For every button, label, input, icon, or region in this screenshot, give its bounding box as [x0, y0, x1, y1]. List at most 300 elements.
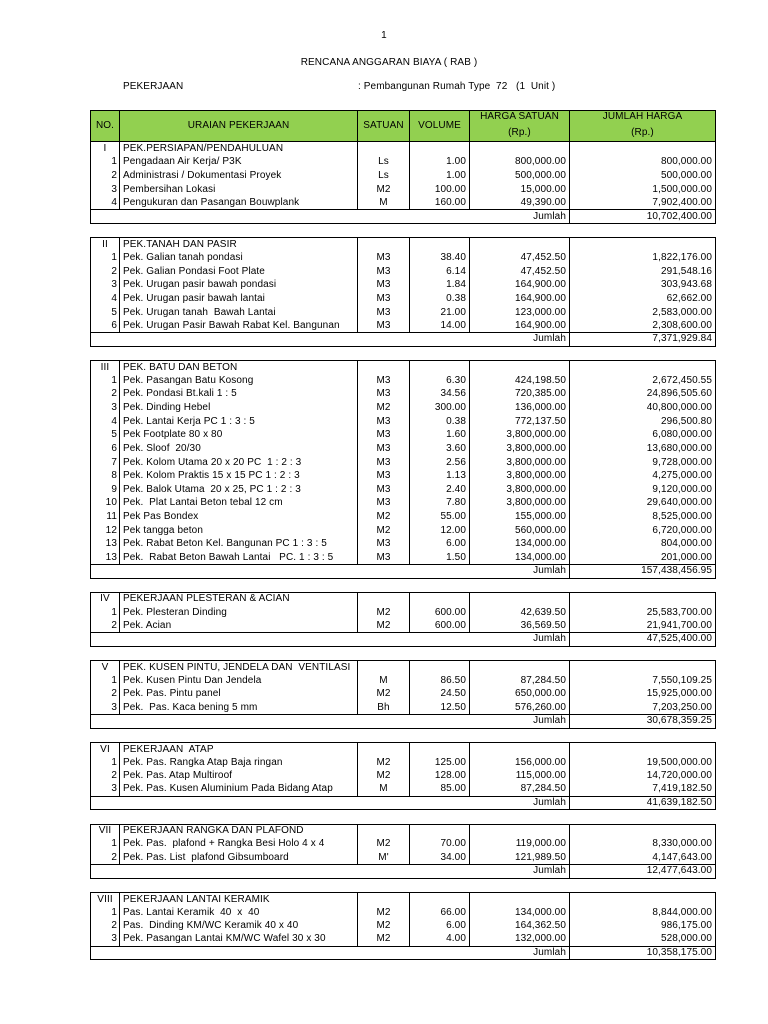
empty-cell — [470, 743, 570, 756]
item-description: Pek tangga beton — [120, 524, 358, 538]
empty-cell — [570, 825, 716, 838]
item-number: 1 — [91, 156, 120, 170]
item-total-price: 2,672,450.55 — [570, 374, 716, 388]
item-volume: 1.60 — [410, 428, 470, 442]
item-row — [90, 619, 716, 633]
subtotal-value: 30,678,359.25 — [570, 715, 716, 728]
project-value: : Pembangunan Rumah Type 72 (1 Unit ) — [358, 81, 556, 92]
project-label: PEKERJAAN — [123, 81, 184, 92]
section-number: VIII — [91, 893, 120, 906]
item-row — [90, 606, 716, 620]
item-description: Pek. Lantai Kerja PC 1 : 3 : 5 — [120, 415, 358, 429]
item-volume: 3.60 — [410, 442, 470, 456]
empty-cell — [410, 142, 470, 156]
item-unit: M2 — [358, 606, 410, 620]
item-number: 11 — [91, 510, 120, 524]
item-row — [90, 415, 716, 429]
item-unit: M3 — [358, 278, 410, 292]
section-title: PEKERJAAN RANGKA DAN PLAFOND — [120, 825, 358, 838]
empty-cell — [358, 142, 410, 156]
section-header-row — [90, 660, 716, 674]
empty-cell — [470, 593, 570, 606]
item-row — [90, 906, 716, 920]
item-row — [90, 497, 716, 511]
item-volume: 70.00 — [410, 838, 470, 852]
section-title: PEKERJAAN PLESTERAN & ACIAN — [120, 593, 358, 606]
item-total-price: 291,548.16 — [570, 265, 716, 279]
item-total-price: 500,000.00 — [570, 169, 716, 183]
item-total-price: 6,080,000.00 — [570, 428, 716, 442]
item-row — [90, 442, 716, 456]
item-description: Pek. Urugan tanah Bawah Lantai — [120, 306, 358, 320]
item-volume: 14.00 — [410, 319, 470, 332]
item-description: Pengukuran dan Pasangan Bouwplank — [120, 197, 358, 210]
item-number: 2 — [91, 619, 120, 632]
column-header-unit — [358, 111, 410, 141]
item-volume: 7.80 — [410, 497, 470, 511]
item-description: Pek. Pasangan Lantai KM/WC Wafel 30 x 30 — [120, 933, 358, 946]
item-unit-price: 36,569.50 — [470, 619, 570, 632]
item-unit: M3 — [358, 483, 410, 497]
item-unit: M2 — [358, 933, 410, 946]
page-number: 1 — [381, 30, 387, 41]
item-row — [90, 469, 716, 483]
item-total-price: 19,500,000.00 — [570, 756, 716, 770]
item-description: Pek Footplate 80 x 80 — [120, 428, 358, 442]
item-unit: M2 — [358, 838, 410, 852]
item-number: 6 — [91, 442, 120, 456]
item-description: Pek. Pas. Kusen Aluminium Pada Bidang Atap — [120, 783, 358, 796]
empty-cell — [470, 825, 570, 838]
item-unit: M2 — [358, 688, 410, 702]
item-unit: M2 — [358, 524, 410, 538]
item-description: Pek. Kusen Pintu Dan Jendela — [120, 674, 358, 688]
item-volume: 1.00 — [410, 169, 470, 183]
item-volume: 21.00 — [410, 306, 470, 320]
item-unit: M3 — [358, 265, 410, 279]
item-unit: M3 — [358, 306, 410, 320]
section-block — [90, 360, 716, 578]
item-total-price: 303,943.68 — [570, 278, 716, 292]
item-total-price: 7,902,400.00 — [570, 197, 716, 210]
item-unit: M — [358, 674, 410, 688]
item-unit-price: 650,000.00 — [470, 688, 570, 702]
item-unit-price: 121,989.50 — [470, 851, 570, 864]
section-block — [90, 237, 716, 346]
item-volume: 1.84 — [410, 278, 470, 292]
item-description: Pek. Urugan pasir bawah lantai — [120, 292, 358, 306]
table-body — [90, 142, 716, 960]
item-number: 13 — [91, 551, 120, 564]
item-row — [90, 483, 716, 497]
item-row — [90, 920, 716, 934]
empty-cell — [570, 661, 716, 674]
item-row — [90, 769, 716, 783]
subtotal-label: Jumlah — [91, 715, 570, 728]
section-number: IV — [91, 593, 120, 606]
item-row — [90, 251, 716, 265]
empty-cell — [410, 893, 470, 906]
item-total-price: 2,583,000.00 — [570, 306, 716, 320]
item-unit: Bh — [358, 701, 410, 714]
item-unit-price: 560,000.00 — [470, 524, 570, 538]
item-unit: M — [358, 783, 410, 796]
subtotal-value: 10,702,400.00 — [570, 210, 716, 223]
item-description: Pek. Urugan pasir bawah pondasi — [120, 278, 358, 292]
section-title: PEK.TANAH DAN PASIR — [120, 238, 358, 251]
item-total-price: 7,203,250.00 — [570, 701, 716, 714]
item-volume: 128.00 — [410, 769, 470, 783]
item-row — [90, 933, 716, 947]
item-unit-price: 500,000.00 — [470, 169, 570, 183]
section-title: PEKERJAAN LANTAI KERAMIK — [120, 893, 358, 906]
column-header-volume — [410, 111, 470, 141]
item-description: Pek. Pondasi Bt.kali 1 : 5 — [120, 388, 358, 402]
column-header-total-price — [570, 111, 716, 141]
empty-cell — [570, 142, 716, 156]
subtotal-value: 157,438,456.95 — [570, 565, 716, 578]
empty-cell — [410, 661, 470, 674]
item-number: 7 — [91, 456, 120, 470]
item-unit: Ls — [358, 169, 410, 183]
item-unit-price: 87,284.50 — [470, 674, 570, 688]
item-total-price: 4,147,643.00 — [570, 851, 716, 864]
section-number: V — [91, 661, 120, 674]
column-header-unit-price-label: HARGA SATUAN — [480, 111, 559, 122]
item-row — [90, 401, 716, 415]
empty-cell — [570, 743, 716, 756]
item-volume: 2.56 — [410, 456, 470, 470]
item-volume: 85.00 — [410, 783, 470, 796]
item-total-price: 2,308,600.00 — [570, 319, 716, 332]
section-header-row — [90, 237, 716, 251]
item-unit: M3 — [358, 538, 410, 552]
subtotal-row — [90, 210, 716, 224]
item-number: 3 — [91, 933, 120, 946]
item-unit: M2 — [358, 769, 410, 783]
subtotal-row — [90, 633, 716, 647]
item-total-price: 6,720,000.00 — [570, 524, 716, 538]
column-header-unit-price — [470, 111, 570, 141]
item-total-price: 15,925,000.00 — [570, 688, 716, 702]
item-row — [90, 197, 716, 211]
item-volume: 300.00 — [410, 401, 470, 415]
item-volume: 600.00 — [410, 619, 470, 632]
column-header-description — [120, 111, 358, 141]
empty-cell — [358, 661, 410, 674]
item-unit-price: 576,260.00 — [470, 701, 570, 714]
item-number: 1 — [91, 838, 120, 852]
subtotal-row — [90, 333, 716, 347]
item-description: Pek. Pas. plafond + Rangka Besi Holo 4 x 4 — [120, 838, 358, 852]
item-number: 1 — [91, 906, 120, 920]
item-description: Pembersihan Lokasi — [120, 183, 358, 197]
item-unit-price: 772,137.50 — [470, 415, 570, 429]
item-description: Pek. Pasangan Batu Kosong — [120, 374, 358, 388]
item-number: 3 — [91, 183, 120, 197]
item-unit-price: 136,000.00 — [470, 401, 570, 415]
item-unit: M2 — [358, 920, 410, 934]
item-row — [90, 851, 716, 865]
item-unit: M2 — [358, 619, 410, 632]
item-description: Pek. Plat Lantai Beton tebal 12 cm — [120, 497, 358, 511]
item-row — [90, 551, 716, 565]
item-unit-price: 134,000.00 — [470, 538, 570, 552]
item-description: Pek. Pas. List plafond Gibsumboard — [120, 851, 358, 864]
item-unit-price: 164,900.00 — [470, 292, 570, 306]
item-row — [90, 292, 716, 306]
item-description: Pek. Pas. Atap Multiroof — [120, 769, 358, 783]
subtotal-value: 10,358,175.00 — [570, 947, 716, 960]
empty-cell — [358, 825, 410, 838]
item-volume: 24.50 — [410, 688, 470, 702]
item-row — [90, 319, 716, 333]
item-unit-price: 123,000.00 — [470, 306, 570, 320]
empty-cell — [358, 743, 410, 756]
item-unit: M2 — [358, 183, 410, 197]
item-number: 1 — [91, 251, 120, 265]
item-total-price: 201,000.00 — [570, 551, 716, 564]
item-unit-price: 42,639.50 — [470, 606, 570, 620]
empty-cell — [410, 743, 470, 756]
item-volume: 6.30 — [410, 374, 470, 388]
empty-cell — [470, 238, 570, 251]
empty-cell — [410, 361, 470, 374]
section-header-row — [90, 360, 716, 374]
item-unit-price: 155,000.00 — [470, 510, 570, 524]
item-description: Pek. Dinding Hebel — [120, 401, 358, 415]
empty-cell — [358, 238, 410, 251]
item-total-price: 986,175.00 — [570, 920, 716, 934]
item-volume: 1.00 — [410, 156, 470, 170]
empty-cell — [570, 238, 716, 251]
item-number: 2 — [91, 688, 120, 702]
item-unit-price: 164,362.50 — [470, 920, 570, 934]
column-header-unit-label: SATUAN — [363, 120, 404, 131]
empty-cell — [470, 893, 570, 906]
empty-cell — [358, 593, 410, 606]
item-description: Pas. Dinding KM/WC Keramik 40 x 40 — [120, 920, 358, 934]
item-volume: 6.00 — [410, 538, 470, 552]
section-title: PEK. KUSEN PINTU, JENDELA DAN VENTILASI — [120, 661, 358, 674]
item-unit-price: 3,800,000.00 — [470, 456, 570, 470]
item-unit-price: 134,000.00 — [470, 906, 570, 920]
item-unit: M3 — [358, 428, 410, 442]
item-row — [90, 783, 716, 797]
item-number: 1 — [91, 674, 120, 688]
item-row — [90, 374, 716, 388]
section-title: PEK. BATU DAN BETON — [120, 361, 358, 374]
item-total-price: 29,640,000.00 — [570, 497, 716, 511]
item-total-price: 296,500.80 — [570, 415, 716, 429]
item-unit: M' — [358, 851, 410, 864]
subtotal-label: Jumlah — [91, 947, 570, 960]
section-block — [90, 824, 716, 879]
section-block — [90, 660, 716, 728]
item-volume: 38.40 — [410, 251, 470, 265]
section-block — [90, 742, 716, 810]
item-unit-price: 3,800,000.00 — [470, 483, 570, 497]
item-volume: 0.38 — [410, 415, 470, 429]
item-volume: 12.00 — [410, 524, 470, 538]
subtotal-row — [90, 565, 716, 579]
item-number: 4 — [91, 292, 120, 306]
item-total-price: 8,525,000.00 — [570, 510, 716, 524]
item-unit: M2 — [358, 401, 410, 415]
item-row — [90, 388, 716, 402]
section-header-row — [90, 742, 716, 756]
item-number: 8 — [91, 469, 120, 483]
section-number: VII — [91, 825, 120, 838]
item-unit-price: 156,000.00 — [470, 756, 570, 770]
item-row — [90, 306, 716, 320]
item-unit: M3 — [358, 415, 410, 429]
item-description: Pek Pas Bondex — [120, 510, 358, 524]
empty-cell — [570, 593, 716, 606]
item-row — [90, 688, 716, 702]
item-volume: 6.00 — [410, 920, 470, 934]
column-header-total-price-currency: (Rp.) — [631, 127, 654, 138]
subtotal-row — [90, 865, 716, 879]
item-number: 2 — [91, 769, 120, 783]
item-row — [90, 456, 716, 470]
item-description: Pek. Rabat Beton Bawah Lantai PC. 1 : 3 : 5 — [120, 551, 358, 564]
item-volume: 6.14 — [410, 265, 470, 279]
item-unit-price: 15,000.00 — [470, 183, 570, 197]
item-volume: 4.00 — [410, 933, 470, 946]
item-number: 3 — [91, 701, 120, 714]
item-volume: 100.00 — [410, 183, 470, 197]
item-unit: M3 — [358, 251, 410, 265]
item-unit: M3 — [358, 497, 410, 511]
item-total-price: 21,941,700.00 — [570, 619, 716, 632]
item-unit: M3 — [358, 469, 410, 483]
item-total-price: 8,844,000.00 — [570, 906, 716, 920]
item-number: 5 — [91, 428, 120, 442]
item-volume: 34.56 — [410, 388, 470, 402]
empty-cell — [410, 238, 470, 251]
item-description: Pek. Kolom Utama 20 x 20 PC 1 : 2 : 3 — [120, 456, 358, 470]
section-number: II — [91, 238, 120, 251]
subtotal-row — [90, 715, 716, 729]
item-description: Pek. Galian Pondasi Foot Plate — [120, 265, 358, 279]
subtotal-row — [90, 797, 716, 811]
item-number: 9 — [91, 483, 120, 497]
section-block — [90, 592, 716, 647]
item-total-price: 14,720,000.00 — [570, 769, 716, 783]
item-unit-price: 47,452.50 — [470, 251, 570, 265]
item-volume: 1.50 — [410, 551, 470, 564]
item-unit: M2 — [358, 906, 410, 920]
section-block — [90, 142, 716, 224]
section-header-row — [90, 142, 716, 156]
item-unit: M3 — [358, 388, 410, 402]
section-header-row — [90, 892, 716, 906]
item-row — [90, 428, 716, 442]
item-description: Pek. Kolom Praktis 15 x 15 PC 1 : 2 : 3 — [120, 469, 358, 483]
item-unit-price: 3,800,000.00 — [470, 497, 570, 511]
item-row — [90, 756, 716, 770]
item-unit-price: 3,800,000.00 — [470, 428, 570, 442]
item-description: Pek. Galian tanah pondasi — [120, 251, 358, 265]
item-volume: 2.40 — [410, 483, 470, 497]
item-unit: M2 — [358, 756, 410, 770]
item-description: Pek. Urugan Pasir Bawah Rabat Kel. Bangunan — [120, 319, 358, 332]
subtotal-value: 12,477,643.00 — [570, 865, 716, 878]
column-header-no-label: NO. — [95, 120, 115, 131]
item-unit: M — [358, 197, 410, 210]
item-total-price: 1,500,000.00 — [570, 183, 716, 197]
item-unit-price: 3,800,000.00 — [470, 442, 570, 456]
item-unit-price: 49,390.00 — [470, 197, 570, 210]
section-block — [90, 892, 716, 960]
item-number: 1 — [91, 606, 120, 620]
item-total-price: 40,800,000.00 — [570, 401, 716, 415]
item-number: 10 — [91, 497, 120, 511]
item-total-price: 7,550,109.25 — [570, 674, 716, 688]
item-unit: M3 — [358, 292, 410, 306]
section-number: III — [91, 361, 120, 374]
item-total-price: 1,822,176.00 — [570, 251, 716, 265]
item-volume: 86.50 — [410, 674, 470, 688]
item-unit-price: 424,198.50 — [470, 374, 570, 388]
item-volume: 160.00 — [410, 197, 470, 210]
subtotal-label: Jumlah — [91, 797, 570, 810]
item-unit-price: 47,452.50 — [470, 265, 570, 279]
item-unit-price: 164,900.00 — [470, 278, 570, 292]
item-row — [90, 156, 716, 170]
item-number: 6 — [91, 319, 120, 332]
empty-cell — [570, 893, 716, 906]
item-description: Pengadaan Air Kerja/ P3K — [120, 156, 358, 170]
subtotal-label: Jumlah — [91, 633, 570, 646]
item-number: 3 — [91, 401, 120, 415]
item-number: 3 — [91, 783, 120, 796]
item-description: Pek. Pas. Pintu panel — [120, 688, 358, 702]
item-total-price: 528,000.00 — [570, 933, 716, 946]
empty-cell — [410, 593, 470, 606]
item-row — [90, 278, 716, 292]
item-volume: 125.00 — [410, 756, 470, 770]
column-header-unit-price-currency: (Rp.) — [508, 127, 531, 138]
item-total-price: 25,583,700.00 — [570, 606, 716, 620]
item-row — [90, 183, 716, 197]
empty-cell — [570, 361, 716, 374]
item-total-price: 9,728,000.00 — [570, 456, 716, 470]
subtotal-label: Jumlah — [91, 565, 570, 578]
item-description: Pek. Acian — [120, 619, 358, 632]
item-unit-price: 87,284.50 — [470, 783, 570, 796]
item-total-price: 4,275,000.00 — [570, 469, 716, 483]
item-row — [90, 538, 716, 552]
item-unit-price: 134,000.00 — [470, 551, 570, 564]
item-total-price: 7,419,182.50 — [570, 783, 716, 796]
empty-cell — [470, 361, 570, 374]
item-description: Pas. Lantai Keramik 40 x 40 — [120, 906, 358, 920]
item-row — [90, 169, 716, 183]
empty-cell — [470, 142, 570, 156]
item-total-price: 13,680,000.00 — [570, 442, 716, 456]
item-number: 3 — [91, 278, 120, 292]
item-unit: Ls — [358, 156, 410, 170]
item-volume: 0.38 — [410, 292, 470, 306]
item-total-price: 800,000.00 — [570, 156, 716, 170]
item-volume: 600.00 — [410, 606, 470, 620]
column-header-volume-label: VOLUME — [418, 120, 461, 131]
section-title: PEKERJAAN ATAP — [120, 743, 358, 756]
item-number: 4 — [91, 197, 120, 210]
item-total-price: 804,000.00 — [570, 538, 716, 552]
